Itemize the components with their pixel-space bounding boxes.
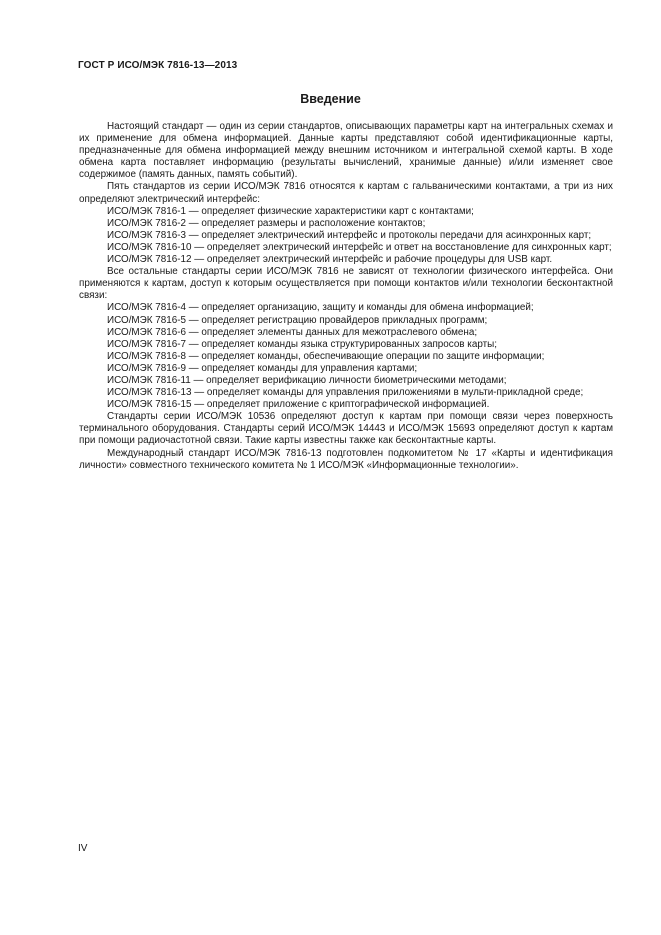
list-item: ИСО/МЭК 7816-13 — определяет команды для управления приложениями в мульти-прикладной среде;	[107, 387, 584, 399]
list-item: ИСО/МЭК 7816-10 — определяет электрический интерфейс и ответ на восстановление для синхронных карт;	[107, 241, 612, 253]
paragraph: Международный стандарт ИСО/МЭК 7816-13 подготовлен подкомитетом № 17 «Карты и идентификация личности» совместного технического комитета № 1 ИСО/МЭК «Информационные технологии».	[79, 447, 613, 471]
list-item: ИСО/МЭК 7816-9 — определяет команды для управления картами;	[107, 362, 418, 374]
section-title: Введение	[300, 92, 361, 106]
list-item: ИСО/МЭК 7816-11 — определяет верификацию личности биометрическими методами;	[107, 374, 507, 386]
list-item: ИСО/МЭК 7816-12 — определяет электрический интерфейс и рабочие процедуры для USB карт.	[107, 254, 553, 266]
paragraph: Стандарты серии ИСО/МЭК 10536 определяют доступ к картам при помощи связи через поверхность терминального оборудования. Стандарты серий ИСО/МЭК 14443 и ИСО/МЭК 15693 определяют доступ к картам при помощи радиочастотной связи. Такие карты известны также как бесконтактные карты.	[79, 411, 613, 447]
paragraph: Пять стандартов из серии ИСО/МЭК 7816 относятся к картам с гальваническими контактами, а три из них определяют электрический интерфейс:	[79, 181, 613, 205]
list-item: ИСО/МЭК 7816-2 — определяет размеры и расположение контактов;	[107, 217, 426, 229]
list-item: ИСО/МЭК 7816-3 — определяет электрический интерфейс и протоколы передачи для асинхронных карт;	[107, 229, 592, 241]
list-item: ИСО/МЭК 7816-4 — определяет организацию, защиту и команды для обмена информацией;	[107, 302, 534, 314]
document-header: ГОСТ Р ИСО/МЭК 7816-13—2013	[78, 60, 238, 71]
list-item: ИСО/МЭК 7816-8 — определяет команды, обеспечивающие операции по защите информации;	[107, 350, 545, 362]
list-item: ИСО/МЭК 7816-5 — определяет регистрацию провайдеров прикладных программ;	[107, 314, 488, 326]
list-item: ИСО/МЭК 7816-15 — определяет приложение с криптографической информацией.	[107, 399, 490, 411]
list-item: ИСО/МЭК 7816-7 — определяет команды языка структурированных запросов карты;	[107, 338, 497, 350]
list-item: ИСО/МЭК 7816-6 — определяет элементы данных для межотраслевого обмена;	[107, 326, 478, 338]
paragraph: Все остальные стандарты серии ИСО/МЭК 7816 не зависят от технологии физического интерфейса. Они применяются к картам, доступ к которым осуществляется при помощи контактов и/или технологии бесконтактной связи:	[79, 266, 613, 302]
body-text	[79, 121, 613, 472]
page-number: IV	[78, 843, 88, 854]
list-item: ИСО/МЭК 7816-1 — определяет физические характеристики карт с контактами;	[107, 205, 474, 217]
paragraph: Настоящий стандарт — один из серии стандартов, описывающих параметры карт на интегральных схемах и их применение для обмена информацией. Данные карты представляют собой идентификационные карты, предназначенные для обмена информацией между внешним источником и интегральной схемой карты. В ходе обмена карта поставляет информацию (результаты вычислений, хранимые данные) и/или изменяет свое содержимое (память данных, память событий).	[79, 121, 613, 181]
